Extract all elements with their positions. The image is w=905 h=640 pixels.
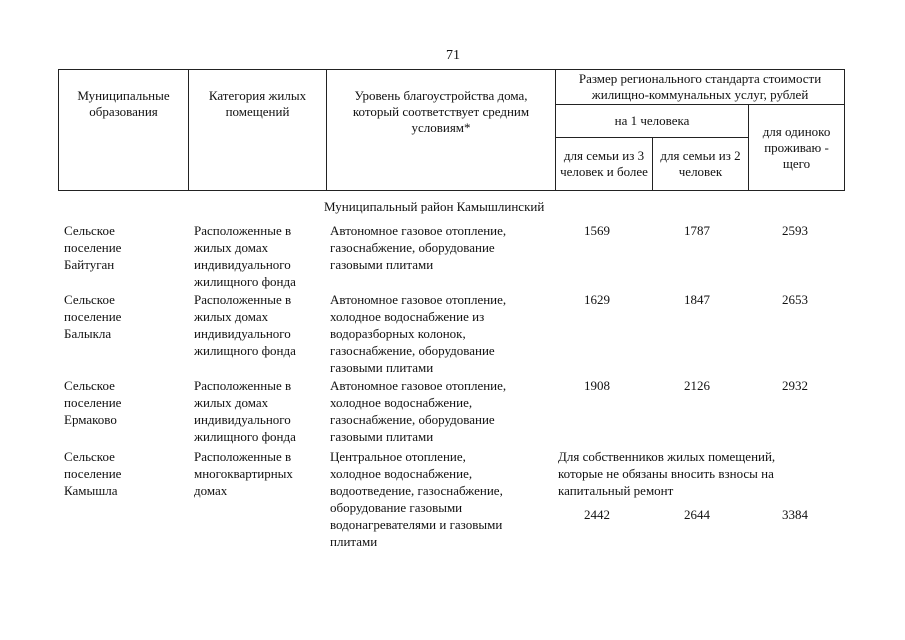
- header-single: для одиноко проживаю - щего: [749, 105, 845, 191]
- header-category: Категория жилых помещений: [189, 70, 327, 191]
- value-family-2: 1847: [684, 292, 710, 307]
- header-standard-size: Размер регионального стандарта стоимости жилищно-коммунальных услуг, рублей: [556, 70, 845, 105]
- value-single: 2932: [782, 378, 808, 393]
- row-municipality: Сельское поселение Камышла: [64, 449, 122, 498]
- value-single: 3384: [782, 507, 808, 522]
- header-per-person: на 1 человека: [556, 105, 749, 138]
- row-category: Расположенные в жилых домах индивидуального жилищного фонда: [194, 378, 296, 444]
- value-single: 2653: [782, 292, 808, 307]
- value-family-2: 2126: [684, 378, 710, 393]
- header-municipality: Муниципальные образования: [59, 70, 189, 191]
- page-number: 71: [446, 48, 460, 63]
- row-level: Автономное газовое отопление, холодное водоснабжение, газоснабжение, оборудование газовыми плитами: [330, 378, 507, 444]
- section-title: Муниципальный район Камышлинский: [324, 199, 545, 214]
- row-note: Для собственников жилых помещений, которые не обязаны вносить взносы на капитальный ремонт: [558, 449, 776, 498]
- row-level: Автономное газовое отопление, холодное водоснабжение из водоразборных колонок, газоснабжение, оборудование газовыми плитами: [330, 292, 507, 375]
- value-family-3: 1629: [584, 292, 610, 307]
- table-header: [58, 69, 845, 191]
- row-municipality: Сельское поселение Балыкла: [64, 292, 122, 341]
- header-level: Уровень благоустройства дома, который соответствует средним условиям*: [327, 70, 556, 191]
- row-category: Расположенные в жилых домах индивидуального жилищного фонда: [194, 223, 296, 289]
- value-family-3: 1569: [584, 223, 610, 238]
- value-family-3: 1908: [584, 378, 610, 393]
- header-family-2: для семьи из 2 человек: [653, 138, 749, 191]
- value-single: 2593: [782, 223, 808, 238]
- header-family-3: для семьи из 3 человек и более: [556, 138, 653, 191]
- row-level: Центральное отопление, холодное водоснабжение, водоотведение, газоснабжение, оборудование газовыми водонагревателями и газовыми плитами: [330, 449, 503, 549]
- value-family-2: 2644: [684, 507, 710, 522]
- value-family-3: 2442: [584, 507, 610, 522]
- row-municipality: Сельское поселение Ермаково: [64, 378, 122, 427]
- row-category: Расположенные в многоквартирных домах: [194, 449, 293, 498]
- row-category: Расположенные в жилых домах индивидуального жилищного фонда: [194, 292, 296, 358]
- row-municipality: Сельское поселение Байтуган: [64, 223, 122, 272]
- value-family-2: 1787: [684, 223, 710, 238]
- row-level: Автономное газовое отопление, газоснабжение, оборудование газовыми плитами: [330, 223, 507, 272]
